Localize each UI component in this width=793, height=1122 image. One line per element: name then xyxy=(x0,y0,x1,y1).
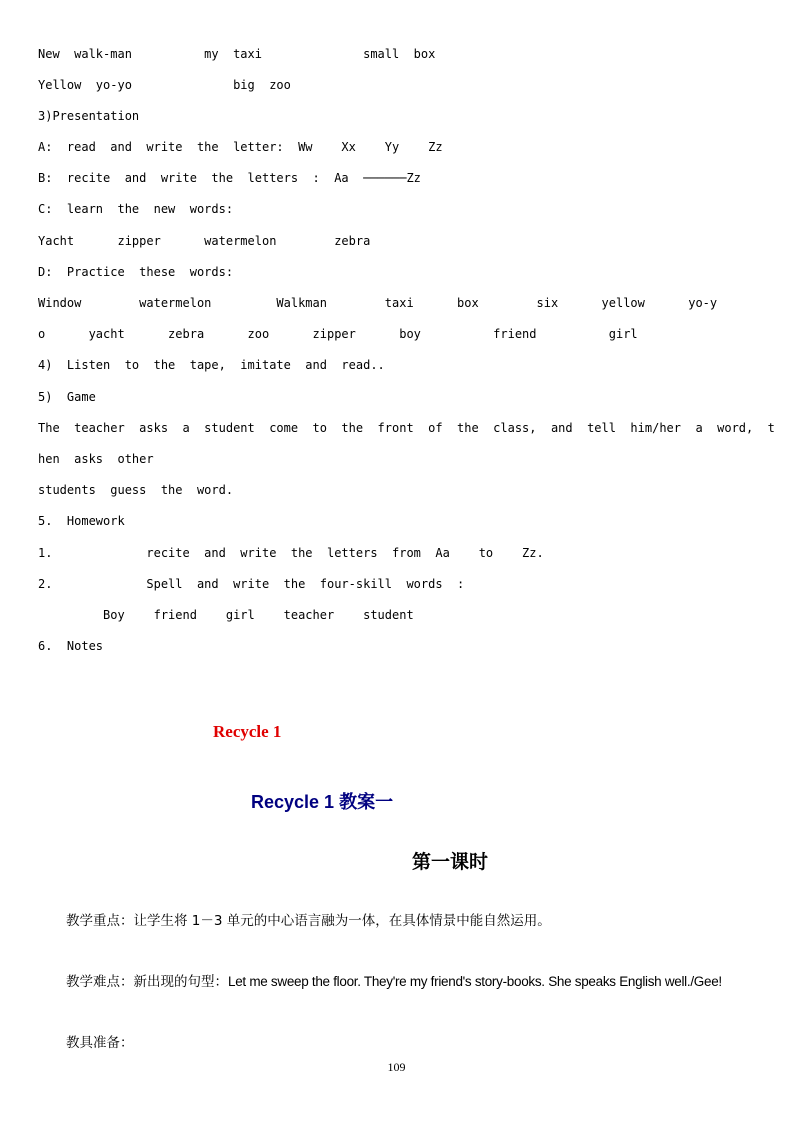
text-line: 1. recite and write the letters from Aa to Zz. xyxy=(38,546,544,560)
teaching-difficulty-label-tail: 新出现的句型： xyxy=(133,974,228,990)
text-line: A: read and write the letter: Ww Xx Yy Zz xyxy=(38,140,443,154)
text-line: 6. Notes xyxy=(38,639,104,653)
page-number: 109 xyxy=(387,1060,406,1074)
text-line: 4) Listen to the tape, imitate and read.. xyxy=(38,358,385,372)
text-line: New walk-man my taxi small box xyxy=(38,47,436,61)
text-line: Window watermelon Walkman taxi box six yellow yo-y xyxy=(38,296,718,310)
text-line: Yellow yo-yo big zoo xyxy=(38,78,291,92)
lesson-plan-title: Recycle 1 教案一 xyxy=(251,792,394,812)
text-line: C: learn the new words: xyxy=(38,202,234,216)
text-line: 3)Presentation xyxy=(38,109,140,123)
section-heading-recycle: Recycle 1 xyxy=(213,722,282,741)
text-line: Boy friend girl teacher student xyxy=(38,608,414,622)
text-line: Yacht zipper watermelon zebra xyxy=(38,234,371,248)
text-line: o yacht zebra zoo zipper boy friend girl xyxy=(38,327,638,341)
teaching-difficulty xyxy=(66,970,722,990)
text-line: 2. Spell and write the four-skill words : xyxy=(38,577,465,591)
text-line: students guess the word. xyxy=(38,483,234,497)
teaching-focus-label: 教学重点： xyxy=(66,913,134,929)
teaching-aids xyxy=(66,1031,134,1051)
text-line: 5) Game xyxy=(38,390,96,404)
teaching-difficulty-label: 教学难点： xyxy=(66,974,134,990)
lesson-period-title: 第一课时 xyxy=(412,851,489,873)
text-line: B: recite and write the letters : Aa ──────Zz xyxy=(38,171,421,185)
text-line: D: Practice these words: xyxy=(38,265,234,279)
text-line: The teacher asks a student come to the front of the class, and tell him/her a word, t xyxy=(38,421,775,435)
text-line: hen asks other xyxy=(38,452,154,466)
text-line: 5. Homework xyxy=(38,514,125,528)
teaching-focus-text: 让学生将 1－3 单元的中心语言融为一体，在具体情景中能自然运用。 xyxy=(133,913,551,929)
teaching-difficulty-text: Let me sweep the floor. They're my friend's story-books. She speaks English well./Gee! xyxy=(228,974,722,989)
teaching-focus xyxy=(66,909,551,929)
teaching-aids-label: 教具准备： xyxy=(66,1035,134,1051)
